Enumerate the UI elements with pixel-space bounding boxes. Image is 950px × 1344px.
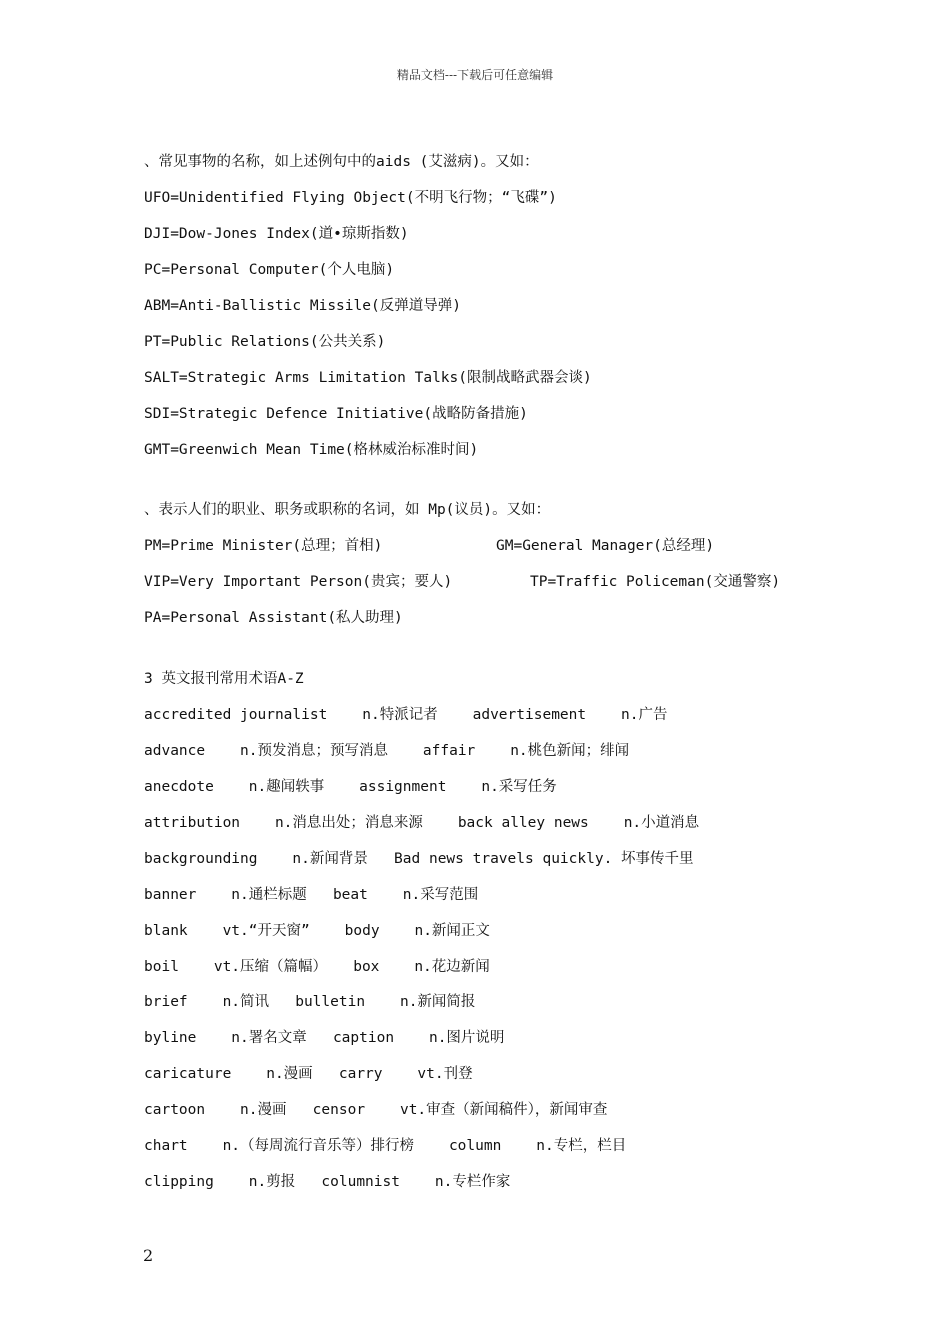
list-item: UFO=Unidentified Flying Object(不明飞行物；“飞碟”) bbox=[144, 190, 557, 206]
list-item: PM=Prime Minister(总理；首相) bbox=[144, 538, 383, 554]
list-item: GM=General Manager(总经理) bbox=[496, 538, 715, 554]
glossary-row: advance n.预发消息；预写消息 affair n.桃色新闻；绯闻 bbox=[144, 743, 630, 759]
section1-intro: 、常见事物的名称，如上述例句中的aids (艾滋病)。又如： bbox=[144, 154, 539, 170]
list-item: VIP=Very Important Person(贵宾；要人) bbox=[144, 574, 453, 590]
list-item: SALT=Strategic Arms Limitation Talks(限制战略武器会谈) bbox=[144, 370, 592, 386]
list-item: ABM=Anti-Ballistic Missile(反弹道导弹) bbox=[144, 298, 461, 314]
glossary-row: backgrounding n.新闻背景 Bad news travels quickly. 坏事传千里 bbox=[144, 851, 694, 867]
glossary-row: banner n.通栏标题 beat n.采写范围 bbox=[144, 887, 479, 903]
page-number: 2 bbox=[143, 1246, 154, 1265]
glossary-row: clipping n.剪报 columnist n.专栏作家 bbox=[144, 1174, 511, 1190]
list-item: DJI=Dow-Jones Index(道•琼斯指数) bbox=[144, 226, 409, 242]
list-item: SDI=Strategic Defence Initiative(战略防备措施) bbox=[144, 406, 528, 422]
list-item: TP=Traffic Policeman(交通警察) bbox=[530, 574, 781, 590]
page-header: 精品文档---下载后可任意编辑 bbox=[396, 68, 554, 82]
glossary-row: caricature n.漫画 carry vt.刊登 bbox=[144, 1066, 473, 1082]
glossary-row: accredited journalist n.特派记者 advertisement n.广告 bbox=[144, 707, 668, 723]
glossary-row: blank vt.“开天窗” body n.新闻正文 bbox=[144, 923, 490, 939]
glossary-row: attribution n.消息出处；消息来源 back alley news n.小道消息 bbox=[144, 815, 700, 831]
list-item: PC=Personal Computer(个人电脑) bbox=[144, 262, 395, 278]
list-item: GMT=Greenwich Mean Time(格林威治标准时间) bbox=[144, 442, 479, 458]
section2-intro: 、表示人们的职业、职务或职称的名词，如 Mp(议员)。又如： bbox=[144, 502, 551, 518]
glossary-row: cartoon n.漫画 censor vt.审查（新闻稿件），新闻审查 bbox=[144, 1102, 608, 1118]
glossary-row: brief n.简讯 bulletin n.新闻简报 bbox=[144, 994, 476, 1010]
list-item: PA=Personal Assistant(私人助理) bbox=[144, 610, 403, 626]
list-item: PT=Public Relations(公共关系) bbox=[144, 334, 386, 350]
glossary-row: boil vt.压缩（篇幅） box n.花边新闻 bbox=[144, 959, 490, 975]
section3-title: 3 英文报刊常用术语A-Z bbox=[144, 671, 304, 687]
glossary-row: anecdote n.趣闻轶事 assignment n.采写任务 bbox=[144, 779, 557, 795]
glossary-row: chart n.（每周流行音乐等）排行榜 column n.专栏，栏目 bbox=[144, 1138, 627, 1154]
glossary-row: byline n.署名文章 caption n.图片说明 bbox=[144, 1030, 505, 1046]
